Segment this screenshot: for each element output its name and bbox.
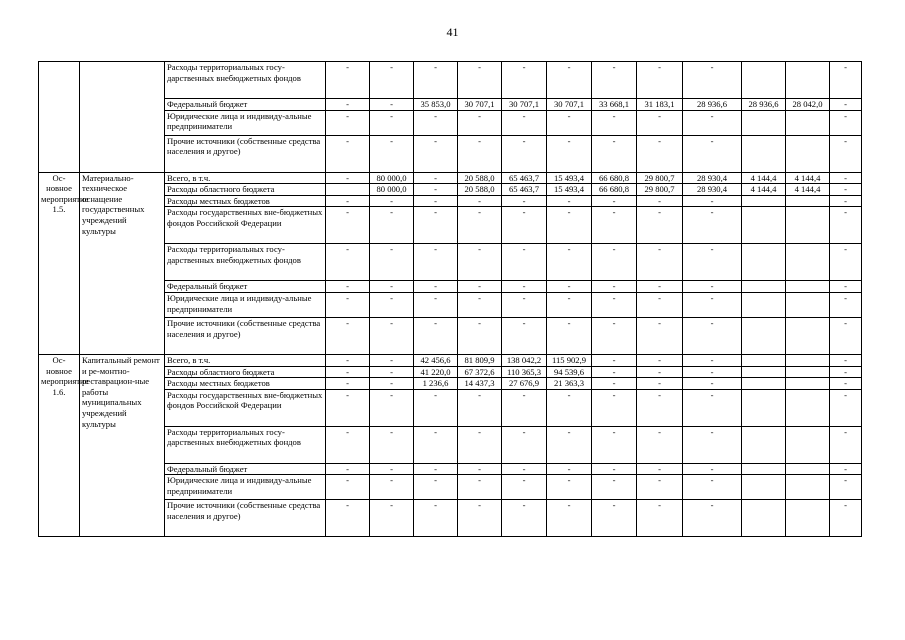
value-cell: - [592,389,637,426]
value-cell: - [502,389,547,426]
value-cell: - [547,281,592,293]
value-cell [742,378,786,390]
value-cell [742,292,786,317]
value-cell: - [414,184,458,196]
value-cell: - [414,172,458,184]
value-cell: - [592,378,637,390]
funding-source: Юридические лица и индивиду-альные предприниматели [165,475,326,500]
value-cell: 28 936,6 [683,99,742,111]
value-cell: - [547,389,592,426]
value-cell: 21 363,3 [547,378,592,390]
value-cell: - [414,195,458,207]
value-cell: 15 493,4 [547,172,592,184]
value-cell: - [458,317,502,354]
value-cell: - [458,244,502,281]
value-cell: 115 902,9 [547,354,592,366]
value-cell [742,244,786,281]
value-cell: - [637,110,683,135]
value-cell: - [592,426,637,463]
value-cell [786,244,830,281]
value-cell: 110 365,3 [502,366,547,378]
value-cell [742,366,786,378]
page-number: 41 [446,25,459,39]
value-cell: - [502,110,547,135]
value-cell: - [637,500,683,537]
value-cell: - [326,207,370,244]
value-cell: - [830,317,862,354]
value-cell: - [370,110,414,135]
value-cell: - [502,195,547,207]
value-cell: - [830,172,862,184]
value-cell [326,184,370,196]
value-cell [786,475,830,500]
value-cell: - [370,475,414,500]
value-cell: - [592,62,637,99]
value-cell: 65 463,7 [502,184,547,196]
value-cell: - [458,195,502,207]
value-cell: 14 437,3 [458,378,502,390]
value-cell: 35 853,0 [414,99,458,111]
value-cell: - [502,244,547,281]
funding-source: Всего, в т.ч. [165,172,326,184]
value-cell: - [458,475,502,500]
value-cell: - [547,62,592,99]
value-cell: - [830,389,862,426]
value-cell: 20 588,0 [458,184,502,196]
value-cell: - [830,135,862,172]
value-cell: - [547,207,592,244]
value-cell: 30 707,1 [547,99,592,111]
value-cell: - [502,62,547,99]
funding-source: Расходы государственных вне-бюджетных фондов Российской Федерации [165,207,326,244]
activity-name: Материально-техническое оснащение государственных учреждений культуры [80,172,165,354]
value-cell: - [683,110,742,135]
value-cell: - [547,195,592,207]
value-cell: - [637,366,683,378]
value-cell: 65 463,7 [502,172,547,184]
value-cell: - [637,244,683,281]
value-cell: - [830,378,862,390]
value-cell: - [637,292,683,317]
value-cell [786,426,830,463]
value-cell: - [830,463,862,475]
value-cell: 29 800,7 [637,172,683,184]
value-cell [786,354,830,366]
value-cell: - [830,110,862,135]
value-cell [786,195,830,207]
value-cell: - [414,426,458,463]
value-cell: - [414,62,458,99]
value-cell: - [830,500,862,537]
value-cell: - [830,62,862,99]
value-cell: - [502,475,547,500]
value-cell: - [326,475,370,500]
value-cell: - [683,500,742,537]
funding-source: Расходы областного бюджета [165,366,326,378]
value-cell: - [458,110,502,135]
value-cell: - [830,475,862,500]
value-cell: - [592,475,637,500]
value-cell: 30 707,1 [502,99,547,111]
value-cell: - [830,281,862,293]
value-cell [786,378,830,390]
value-cell: 29 800,7 [637,184,683,196]
value-cell: 81 809,9 [458,354,502,366]
value-cell: 80 000,0 [370,172,414,184]
funding-source: Юридические лица и индивиду-альные предприниматели [165,292,326,317]
funding-source: Прочие источники (собственные средства населения и другое) [165,500,326,537]
value-cell: - [370,389,414,426]
value-cell: - [370,354,414,366]
value-cell: 4 144,4 [786,184,830,196]
value-cell [742,426,786,463]
value-cell: - [326,244,370,281]
value-cell: - [370,500,414,537]
value-cell: 33 668,1 [592,99,637,111]
value-cell: - [683,62,742,99]
value-cell: - [830,426,862,463]
value-cell: 28 930,4 [683,184,742,196]
value-cell: 67 372,6 [458,366,502,378]
value-cell: - [637,207,683,244]
value-cell [786,110,830,135]
value-cell: - [637,378,683,390]
value-cell: - [370,195,414,207]
value-cell: - [326,172,370,184]
value-cell: - [637,135,683,172]
value-cell: 80 000,0 [370,184,414,196]
value-cell: - [830,354,862,366]
value-cell: - [326,389,370,426]
value-cell [742,500,786,537]
value-cell: - [592,366,637,378]
value-cell: - [458,463,502,475]
value-cell [742,135,786,172]
value-cell: - [370,62,414,99]
value-cell: - [637,195,683,207]
value-cell: 138 042,2 [502,354,547,366]
value-cell: 94 539,6 [547,366,592,378]
value-cell [742,110,786,135]
value-cell [786,281,830,293]
value-cell: - [592,463,637,475]
value-cell: - [683,475,742,500]
value-cell: - [414,475,458,500]
value-cell: - [458,62,502,99]
value-cell [786,317,830,354]
funding-source: Расходы государственных вне-бюджетных фондов Российской Федерации [165,389,326,426]
value-cell: - [414,110,458,135]
value-cell [786,500,830,537]
value-cell: - [637,354,683,366]
value-cell: - [830,184,862,196]
value-cell [786,62,830,99]
value-cell: - [637,475,683,500]
value-cell: - [830,195,862,207]
value-cell: - [592,317,637,354]
value-cell: - [414,317,458,354]
value-cell: - [370,135,414,172]
value-cell: - [326,317,370,354]
value-cell: - [414,500,458,537]
value-cell [742,475,786,500]
value-cell: - [637,281,683,293]
value-cell: - [592,292,637,317]
value-cell: - [458,281,502,293]
value-cell: - [592,500,637,537]
value-cell: 30 707,1 [458,99,502,111]
table-body [39,62,862,537]
value-cell [786,389,830,426]
value-cell: - [326,366,370,378]
funding-source: Федеральный бюджет [165,281,326,293]
value-cell: - [683,135,742,172]
value-cell: - [458,500,502,537]
funding-source: Расходы территориальных госу-дарственных внебюджетных фондов [165,244,326,281]
funding-source: Расходы местных бюджетов [165,195,326,207]
value-cell: - [547,292,592,317]
value-cell: - [326,354,370,366]
value-cell: - [637,426,683,463]
value-cell [742,354,786,366]
value-cell: - [683,292,742,317]
value-cell: - [547,426,592,463]
value-cell: - [547,500,592,537]
value-cell: - [683,195,742,207]
value-cell: - [547,244,592,281]
value-cell: - [502,317,547,354]
value-cell: - [458,207,502,244]
activity-name: Капитальный ремонт и ре-монтно-реставрацион-ные работы муниципальных учреждений культуры [80,354,165,536]
value-cell: - [592,244,637,281]
value-cell: 28 042,0 [786,99,830,111]
value-cell: - [547,463,592,475]
value-cell: - [414,135,458,172]
value-cell: - [592,195,637,207]
value-cell: - [370,207,414,244]
value-cell: - [502,281,547,293]
value-cell: - [414,244,458,281]
value-cell: 4 144,4 [786,172,830,184]
value-cell: - [414,389,458,426]
value-cell: - [414,207,458,244]
funding-source: Расходы местных бюджетов [165,378,326,390]
value-cell: - [637,317,683,354]
value-cell: - [830,366,862,378]
activity-number: Ос-новное мероприятие 1.5. [39,172,80,354]
value-cell: - [502,463,547,475]
value-cell: - [637,463,683,475]
value-cell: - [370,244,414,281]
value-cell: - [830,292,862,317]
value-cell: 41 220,0 [414,366,458,378]
value-cell: - [414,292,458,317]
value-cell: - [370,463,414,475]
value-cell: - [326,135,370,172]
value-cell: - [830,207,862,244]
activity-name [80,62,165,173]
value-cell: - [326,281,370,293]
funding-source: Федеральный бюджет [165,99,326,111]
value-cell [786,207,830,244]
value-cell: - [458,292,502,317]
value-cell: - [683,317,742,354]
value-cell: - [547,317,592,354]
value-cell: 27 676,9 [502,378,547,390]
value-cell: 1 236,6 [414,378,458,390]
value-cell: - [683,281,742,293]
table-row [39,354,862,366]
value-cell [786,292,830,317]
value-cell: - [683,354,742,366]
value-cell: 4 144,4 [742,172,786,184]
value-cell: - [502,292,547,317]
value-cell [786,463,830,475]
value-cell: 66 680,8 [592,184,637,196]
value-cell: - [683,389,742,426]
value-cell: - [502,135,547,172]
value-cell: - [683,244,742,281]
activity-number [39,62,80,173]
value-cell: - [502,500,547,537]
value-cell: - [326,62,370,99]
value-cell: - [547,110,592,135]
value-cell: - [683,426,742,463]
value-cell: - [370,99,414,111]
funding-source: Расходы областного бюджета [165,184,326,196]
value-cell: - [683,366,742,378]
value-cell: 42 456,6 [414,354,458,366]
value-cell: - [370,426,414,463]
value-cell: - [592,110,637,135]
funding-source: Прочие источники (собственные средства населения и другое) [165,135,326,172]
value-cell: - [414,463,458,475]
value-cell [742,389,786,426]
value-cell: - [592,207,637,244]
value-cell: - [547,475,592,500]
value-cell: - [683,207,742,244]
value-cell: - [326,378,370,390]
value-cell: - [637,389,683,426]
value-cell: - [326,110,370,135]
value-cell: 4 144,4 [742,184,786,196]
value-cell: 20 588,0 [458,172,502,184]
value-cell: - [326,99,370,111]
value-cell: - [326,292,370,317]
value-cell: - [830,244,862,281]
value-cell: - [458,389,502,426]
funding-source: Всего, в т.ч. [165,354,326,366]
value-cell: - [830,99,862,111]
value-cell: - [414,281,458,293]
value-cell: - [326,195,370,207]
table-row [39,62,862,99]
value-cell: - [502,426,547,463]
value-cell: 66 680,8 [592,172,637,184]
value-cell: - [326,463,370,475]
value-cell: 28 936,6 [742,99,786,111]
value-cell [742,195,786,207]
activity-number: Ос-новное мероприятие 1.6. [39,354,80,536]
value-cell: - [502,207,547,244]
value-cell: - [370,292,414,317]
table-row [39,172,862,184]
funding-source: Прочие источники (собственные средства населения и другое) [165,317,326,354]
value-cell: 15 493,4 [547,184,592,196]
value-cell: - [637,62,683,99]
value-cell [742,463,786,475]
value-cell: - [592,135,637,172]
value-cell: - [683,463,742,475]
value-cell: - [370,366,414,378]
value-cell: - [458,426,502,463]
budget-table [38,61,862,537]
value-cell: - [683,378,742,390]
funding-source: Юридические лица и индивиду-альные предприниматели [165,110,326,135]
value-cell [742,317,786,354]
value-cell: - [326,500,370,537]
value-cell: 28 930,4 [683,172,742,184]
funding-source: Федеральный бюджет [165,463,326,475]
value-cell [742,207,786,244]
value-cell: - [458,135,502,172]
value-cell: - [370,281,414,293]
value-cell: - [370,317,414,354]
value-cell: - [592,281,637,293]
value-cell: - [326,426,370,463]
value-cell: - [370,378,414,390]
value-cell: - [547,135,592,172]
value-cell [786,366,830,378]
funding-source: Расходы территориальных госу-дарственных внебюджетных фондов [165,62,326,99]
value-cell [786,135,830,172]
value-cell: - [592,354,637,366]
value-cell [742,281,786,293]
funding-source: Расходы территориальных госу-дарственных внебюджетных фондов [165,426,326,463]
value-cell: 31 183,1 [637,99,683,111]
value-cell [742,62,786,99]
